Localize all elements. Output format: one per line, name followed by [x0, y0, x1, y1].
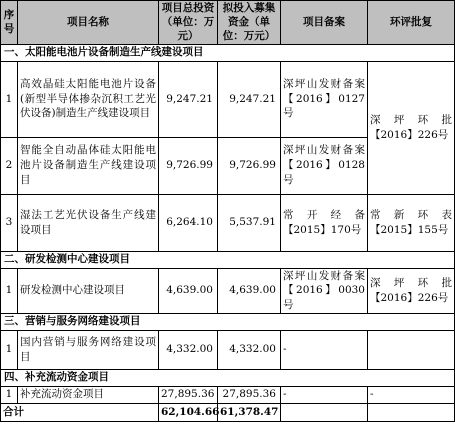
section-title: 二、研发检测中心建设项目 [1, 251, 455, 268]
cell-env-approval [368, 330, 455, 369]
cell-project-name: 高效晶硅太阳能电池片设备(新型半导体掺杂沉积工艺光伏设备)制造生产线建设项目 [18, 61, 159, 137]
cell-project-name: 研发检测中心建设项目 [18, 268, 159, 313]
cell-raised-funds: 4,332.00 [218, 330, 281, 369]
cell-project-record: 深坪山发财备案【2016】0127号 [281, 61, 368, 137]
cell-project-record: 常开经备【2015】170号 [281, 194, 368, 251]
cell-total-investment: 6,264.10 [159, 194, 218, 251]
cell-project-record: 深坪山发财备案【2016】0128号 [281, 137, 368, 194]
cell-project-name: 智能全自动晶体硅太阳能电池片设备制造生产线建设项目 [18, 137, 159, 194]
cell-project-name: 湿法工艺光伏设备生产线建设项目 [18, 194, 159, 251]
table-row [1, 61, 455, 137]
total-empty-env [368, 403, 455, 421]
total-empty-record [281, 403, 368, 421]
cell-project-record: 深坪山发财备案【2016】0030号 [281, 268, 368, 313]
total-investment: 62,104.66 [159, 403, 218, 421]
cell-env-approval: 深坪环批【2016】226号 [368, 61, 455, 194]
section-title: 四、补充流动资金项目 [1, 369, 455, 386]
total-label: 合计 [1, 403, 159, 421]
section-title: 一、太阳能电池片设备制造生产线建设项目 [1, 44, 455, 61]
header-project-name: 项目名称 [18, 1, 159, 45]
total-raised-funds: 61,378.47 [218, 403, 281, 421]
cell-project-name: 国内营销与服务网络建设项目 [18, 330, 159, 369]
table-row [1, 194, 455, 251]
cell-raised-funds: 4,639.00 [218, 268, 281, 313]
cell-raised-funds: 9,726.99 [218, 137, 281, 194]
cell-env-approval: 深坪环批【2016】226号 [368, 268, 455, 313]
section-row [1, 251, 455, 268]
table-row [1, 386, 455, 403]
header-env-approval: 环评批复 [368, 1, 455, 45]
cell-total-investment: 4,639.00 [159, 268, 218, 313]
header-total-investment: 项目总投资（单位：万元） [159, 1, 218, 45]
cell-total-investment: 9,726.99 [159, 137, 218, 194]
section-row [1, 313, 455, 330]
cell-env-approval: - [368, 386, 455, 403]
cell-raised-funds: 9,247.21 [218, 61, 281, 137]
header-raised-funds: 拟投入募集资金（单位：万元） [218, 1, 281, 45]
header-seq: 序号 [1, 1, 18, 45]
cell-project-record: - [281, 386, 368, 403]
cell-env-approval: 常新环表【2015】155号 [368, 194, 455, 251]
cell-seq: 2 [1, 137, 18, 194]
cell-seq: 1 [1, 386, 18, 403]
table-row [1, 330, 455, 369]
table-row [1, 268, 455, 313]
cell-project-record: - [281, 330, 368, 369]
section-row [1, 44, 455, 61]
cell-raised-funds: 27,895.36 [218, 386, 281, 403]
section-title: 三、营销与服务网络建设项目 [1, 313, 455, 330]
cell-raised-funds: 5,537.91 [218, 194, 281, 251]
cell-project-name: 补充流动资金项目 [18, 386, 159, 403]
cell-total-investment: 27,895.36 [159, 386, 218, 403]
cell-total-investment: 9,247.21 [159, 61, 218, 137]
cell-seq: 3 [1, 194, 18, 251]
header-project-record: 项目备案 [281, 1, 368, 45]
cell-seq: 1 [1, 330, 18, 369]
cell-seq: 1 [1, 61, 18, 137]
total-row [1, 403, 455, 421]
header-row [1, 1, 455, 45]
cell-total-investment: 4,332.00 [159, 330, 218, 369]
section-row [1, 369, 455, 386]
cell-seq: 1 [1, 268, 18, 313]
